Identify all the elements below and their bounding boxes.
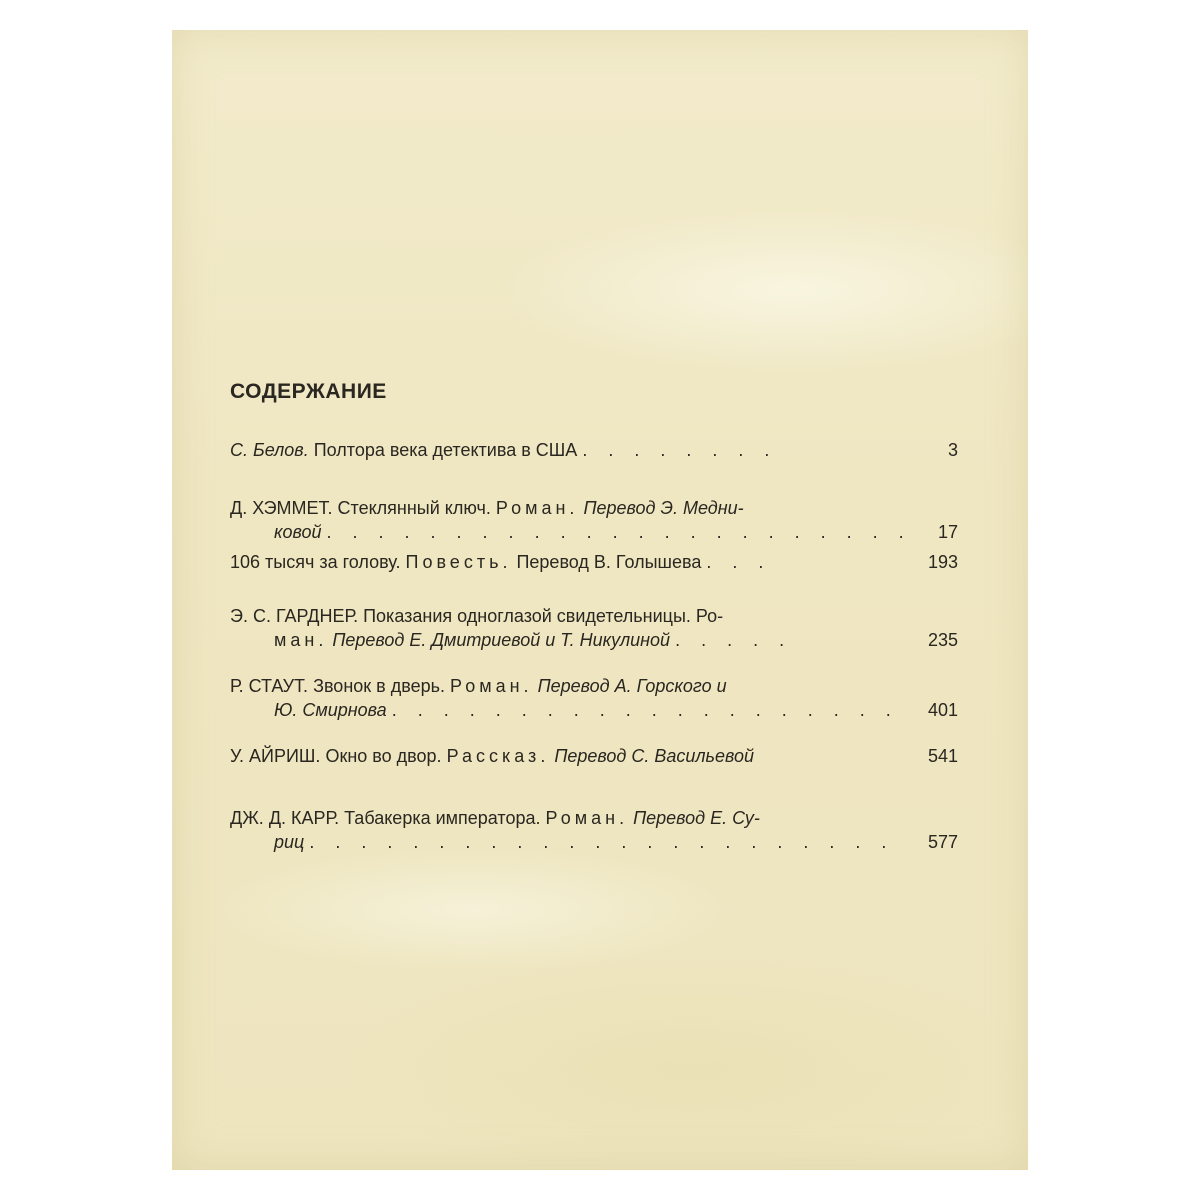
toc-genre: ман.: [274, 630, 328, 650]
toc-line: [230, 744, 958, 768]
toc-author: Э. С. ГАРДНЕР.: [230, 606, 359, 626]
toc-line: [230, 628, 958, 652]
toc-page-number: 401: [927, 700, 958, 720]
toc-page-number: 541: [927, 746, 958, 766]
toc-translator: Ю. Смирнова: [274, 700, 387, 720]
toc-leader: . . .: [706, 552, 772, 572]
toc-leader: . . . . . . . .: [582, 440, 778, 460]
toc-translator: Перевод А. Горского и: [537, 676, 727, 696]
toc-title: Показания одноглазой свидетельницы. Ро-: [363, 606, 724, 626]
toc-author: Р. СТАУТ.: [230, 676, 309, 696]
toc-genre: Роман.: [450, 676, 533, 696]
toc-page-number: 577: [927, 832, 958, 852]
toc-entry: [230, 674, 958, 722]
toc-leader: . . . . . . . . . . . . . . . . . . . . . . .: [309, 832, 895, 852]
toc-translator: ковой: [274, 522, 322, 542]
toc-entry: [230, 496, 958, 544]
toc-leader: . . . . . . . . . . . . . . . . . . . .: [391, 700, 899, 720]
toc-genre: Роман.: [495, 498, 579, 518]
toc-entry: [230, 744, 958, 768]
toc-heading: СОДЕРЖАНИЕ: [230, 380, 387, 403]
toc-line: [230, 496, 958, 520]
toc-translator: Перевод С. Васильевой: [554, 746, 755, 766]
toc-translator: Перевод В. Голышева: [516, 552, 702, 572]
toc-leader: . . . . .: [675, 630, 793, 650]
toc-entry: [230, 604, 958, 652]
toc-author: С. Белов.: [230, 440, 309, 460]
toc-entry: [230, 438, 958, 462]
toc-page-number: 235: [927, 630, 958, 650]
toc-line: [230, 830, 958, 854]
toc-author: Д. ХЭММЕТ.: [230, 498, 333, 518]
toc-entry: [230, 550, 958, 574]
toc-genre: Рассказ.: [446, 746, 550, 766]
toc-line: [230, 550, 958, 574]
toc-page-number: 3: [947, 440, 958, 460]
toc-title: Стеклянный ключ.: [337, 498, 491, 518]
toc-page-number: 193: [927, 552, 958, 572]
toc-title: Табакерка императора.: [344, 808, 541, 828]
toc-entry: [230, 806, 958, 854]
toc-line: [230, 698, 958, 722]
toc-translator: риц: [274, 832, 305, 852]
toc-genre: Повесть.: [405, 552, 512, 572]
toc-translator: Перевод Э. Медни-: [583, 498, 744, 518]
toc-line: [230, 674, 958, 698]
toc-translator: Перевод Е. Су-: [633, 808, 760, 828]
toc-title: Окно во двор.: [325, 746, 442, 766]
book-page: [172, 30, 1028, 1170]
toc-title: Звонок в дверь.: [313, 676, 445, 696]
toc-author: У. АЙРИШ.: [230, 746, 321, 766]
toc-title: 106 тысяч за голову.: [230, 552, 401, 572]
toc-translator: Перевод Е. Дмитриевой и Т. Никулиной: [332, 630, 671, 650]
toc-title: Полтора века детектива в США: [313, 440, 578, 460]
toc-page-number: 17: [937, 522, 958, 542]
toc-line: [230, 604, 958, 628]
toc-line: [230, 806, 958, 830]
toc-genre: Роман.: [545, 808, 629, 828]
toc-author: ДЖ. Д. КАРР.: [230, 808, 340, 828]
toc-line: [230, 438, 958, 462]
toc-line: [230, 520, 958, 544]
toc-leader: . . . . . . . . . . . . . . . . . . . . . . .: [326, 522, 912, 542]
